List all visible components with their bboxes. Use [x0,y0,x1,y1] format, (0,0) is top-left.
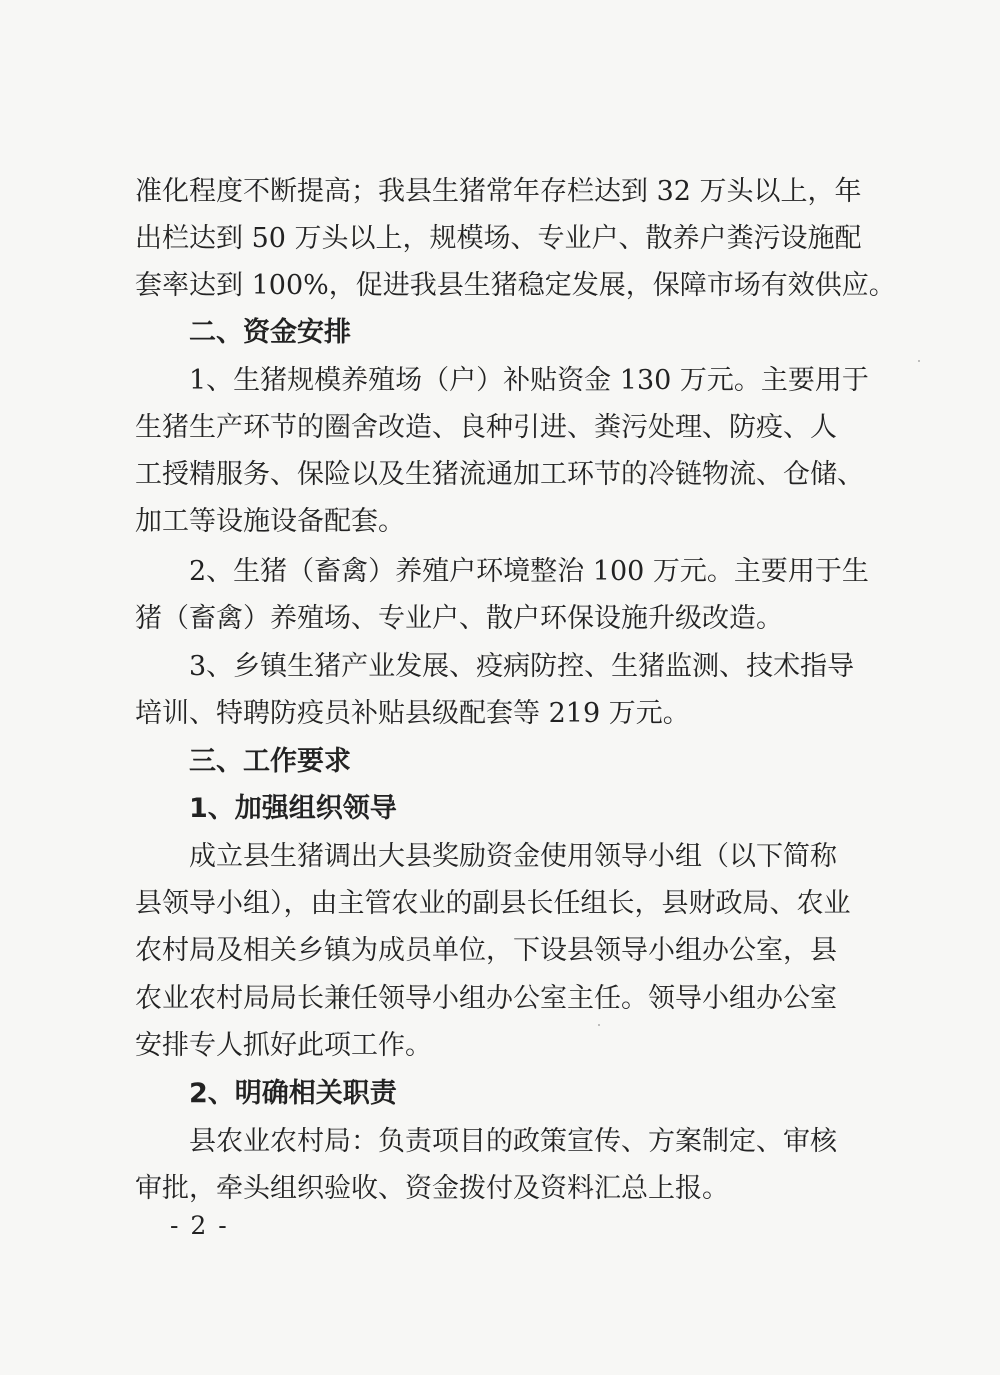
body-line: 县农业农村局：负责项目的政策宣传、方案制定、审核 [189,1126,837,1157]
scan-speck [918,360,920,362]
body-line: 审批，牵头组织验收、资金拨付及资料汇总上报。 [135,1173,729,1204]
body-line: 成立县生猪调出大县奖励资金使用领导小组（以下简称 [189,841,837,872]
section-heading: 二、资金安排 [189,317,351,348]
body-line: 猪（畜禽）养殖场、专业户、散户环保设施升级改造。 [135,603,783,634]
body-line: 出栏达到 50 万头以上，规模场、专业户、散养户粪污设施配 [135,223,862,254]
body-line: 加工等设施设备配套。 [135,506,405,537]
subsection-heading: 2、明确相关职责 [189,1078,397,1109]
body-line: 农业农村局局长兼任领导小组办公室主任。领导小组办公室 [135,983,837,1014]
page-number: - 2 - [170,1211,229,1240]
section-heading: 三、工作要求 [189,746,351,777]
body-line: 套率达到 100%，促进我县生猪稳定发展，保障市场有效供应。 [135,270,896,301]
body-line: 县领导小组），由主管农业的副县长任组长，县财政局、农业 [135,888,851,919]
subsection-heading: 1、加强组织领导 [189,793,397,824]
scan-speck [598,1024,600,1026]
body-line: 培训、特聘防疫员补贴县级配套等 219 万元。 [135,698,690,729]
body-line: 3、乡镇生猪产业发展、疫病防控、生猪监测、技术指导 [189,651,855,682]
body-line: 工授精服务、保险以及生猪流通加工环节的冷链物流、仓储、 [135,459,864,490]
body-line: 1、生猪规模养殖场（户）补贴资金 130 万元。主要用于 [189,365,869,396]
body-line: 准化程度不断提高；我县生猪常年存栏达到 32 万头以上，年 [135,176,862,207]
body-line: 农村局及相关乡镇为成员单位，下设县领导小组办公室，县 [135,935,837,966]
body-line: 2、生猪（畜禽）养殖户环境整治 100 万元。主要用于生 [189,556,869,587]
body-line: 安排专人抓好此项工作。 [135,1030,432,1061]
body-line: 生猪生产环节的圈舍改造、良种引进、粪污处理、防疫、人 [135,412,837,443]
